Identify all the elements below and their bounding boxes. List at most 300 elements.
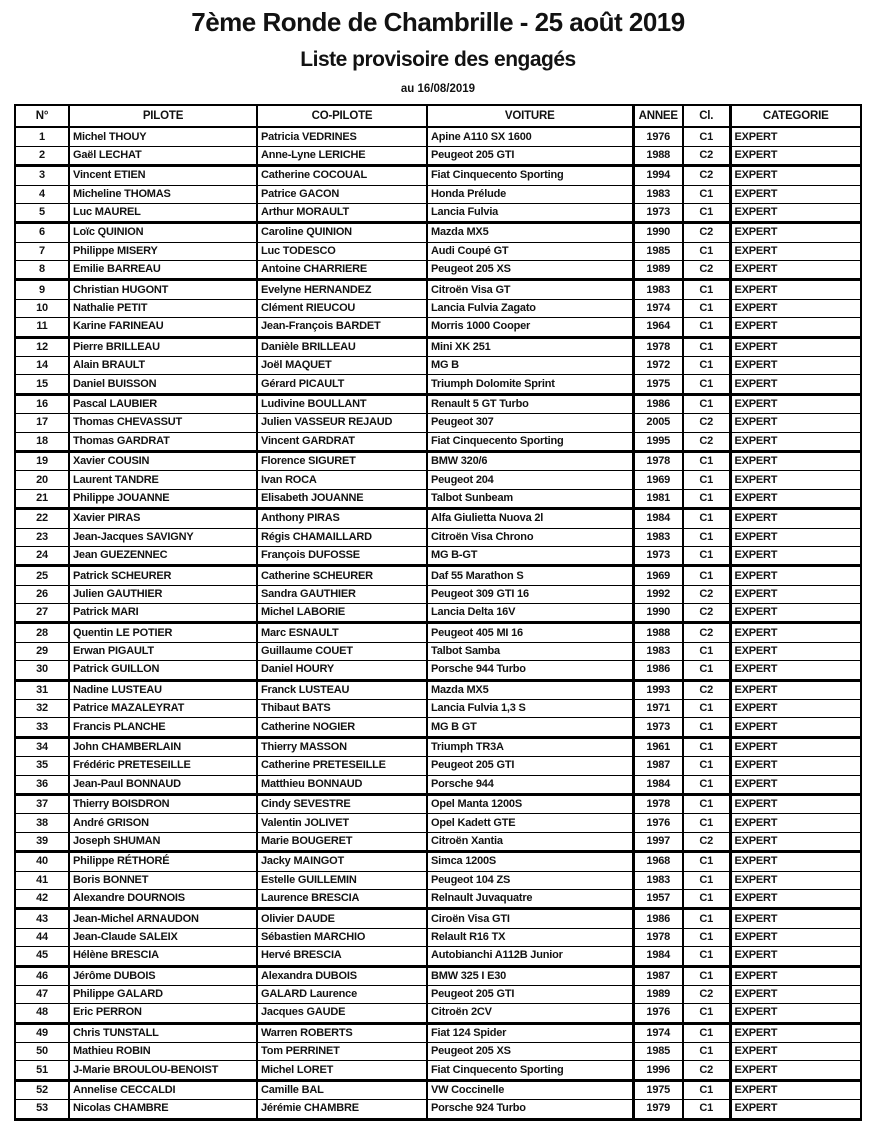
copilote-cell: Hervé BRESCIA xyxy=(257,947,427,966)
pilote-cell: Erwan PIGAULT xyxy=(69,642,257,660)
entry-number-cell: 16 xyxy=(15,394,69,413)
classe-cell: C1 xyxy=(683,185,730,203)
annee-cell: 1964 xyxy=(633,318,683,337)
copilote-cell: Elisabeth JOUANNE xyxy=(257,489,427,508)
classe-cell: C1 xyxy=(683,546,730,565)
classe-cell: C1 xyxy=(683,299,730,317)
categorie-cell: EXPERT xyxy=(730,318,861,337)
annee-cell: 1978 xyxy=(633,928,683,946)
pilote-cell: Thierry BOISDRON xyxy=(69,795,257,814)
annee-cell: 1974 xyxy=(633,299,683,317)
copilote-cell: Vincent GARDRAT xyxy=(257,432,427,451)
pilote-cell: Nathalie PETIT xyxy=(69,299,257,317)
voiture-cell: Peugeot 205 XS xyxy=(427,261,633,280)
categorie-cell: EXPERT xyxy=(730,185,861,203)
entry-number-cell: 40 xyxy=(15,852,69,871)
voiture-cell: Peugeot 405 MI 16 xyxy=(427,623,633,642)
entry-number-cell: 31 xyxy=(15,680,69,699)
entry-number-cell: 4 xyxy=(15,185,69,203)
annee-cell: 1993 xyxy=(633,680,683,699)
classe-cell: C2 xyxy=(683,414,730,432)
copilote-cell: Julien VASSEUR REJAUD xyxy=(257,414,427,432)
pilote-cell: Francis PLANCHE xyxy=(69,718,257,737)
table-row xyxy=(15,1061,861,1080)
copilote-cell: Olivier DAUDE xyxy=(257,909,427,928)
voiture-cell: Peugeot 205 GTI xyxy=(427,146,633,165)
pilote-cell: Michel THOUY xyxy=(69,127,257,146)
classe-cell: C1 xyxy=(683,928,730,946)
entry-number-cell: 48 xyxy=(15,1004,69,1023)
annee-cell: 1996 xyxy=(633,1061,683,1080)
copilote-cell: Catherine NOGIER xyxy=(257,718,427,737)
classe-cell: C1 xyxy=(683,337,730,356)
classe-cell: C1 xyxy=(683,375,730,394)
classe-cell: C1 xyxy=(683,909,730,928)
categorie-cell: EXPERT xyxy=(730,127,861,146)
annee-cell: 1985 xyxy=(633,1043,683,1061)
pilote-cell: Jean-Michel ARNAUDON xyxy=(69,909,257,928)
table-row xyxy=(15,432,861,451)
annee-cell: 1971 xyxy=(633,700,683,718)
voiture-cell: Morris 1000 Cooper xyxy=(427,318,633,337)
classe-cell: C1 xyxy=(683,1100,730,1119)
copilote-cell: Clément RIEUCOU xyxy=(257,299,427,317)
copilote-cell: Matthieu BONNAUD xyxy=(257,775,427,794)
table-row xyxy=(15,280,861,299)
table-row xyxy=(15,357,861,375)
entry-number-cell: 20 xyxy=(15,471,69,489)
classe-cell: C2 xyxy=(683,985,730,1003)
copilote-cell: Laurence BRESCIA xyxy=(257,889,427,908)
copilote-cell: François DUFOSSE xyxy=(257,546,427,565)
pilote-cell: Pascal LAUBIER xyxy=(69,394,257,413)
annee-cell: 1995 xyxy=(633,432,683,451)
voiture-cell: Opel Manta 1200S xyxy=(427,795,633,814)
categorie-cell: EXPERT xyxy=(730,546,861,565)
table-row xyxy=(15,471,861,489)
copilote-cell: Alexandra DUBOIS xyxy=(257,966,427,985)
voiture-cell: Opel Kadett GTE xyxy=(427,814,633,832)
classe-cell: C1 xyxy=(683,203,730,222)
copilote-cell: Franck LUSTEAU xyxy=(257,680,427,699)
annee-cell: 1969 xyxy=(633,471,683,489)
classe-cell: C1 xyxy=(683,642,730,660)
copilote-cell: Jean-François BARDET xyxy=(257,318,427,337)
pilote-cell: Patrice MAZALEYRAT xyxy=(69,700,257,718)
categorie-cell: EXPERT xyxy=(730,661,861,680)
annee-cell: 1968 xyxy=(633,852,683,871)
table-row xyxy=(15,909,861,928)
classe-cell: C2 xyxy=(683,261,730,280)
copilote-cell: Régis CHAMAILLARD xyxy=(257,528,427,546)
categorie-cell: EXPERT xyxy=(730,814,861,832)
voiture-cell: Alfa Giulietta Nuova 2l xyxy=(427,509,633,528)
table-row xyxy=(15,261,861,280)
categorie-cell: EXPERT xyxy=(730,280,861,299)
voiture-cell: MG B GT xyxy=(427,718,633,737)
categorie-cell: EXPERT xyxy=(730,299,861,317)
copilote-cell: Sébastien MARCHIO xyxy=(257,928,427,946)
entry-number-cell: 2 xyxy=(15,146,69,165)
pilote-cell: Xavier COUSIN xyxy=(69,451,257,470)
classe-cell: C1 xyxy=(683,280,730,299)
page-title: 7ème Ronde de Chambrille - 25 août 2019 xyxy=(191,7,685,37)
categorie-cell: EXPERT xyxy=(730,757,861,775)
entry-number-cell: 17 xyxy=(15,414,69,432)
classe-cell: C1 xyxy=(683,451,730,470)
entry-number-cell: 43 xyxy=(15,909,69,928)
classe-cell: C1 xyxy=(683,489,730,508)
table-row xyxy=(15,718,861,737)
voiture-cell: Peugeot 309 GTI 16 xyxy=(427,585,633,603)
annee-cell: 1989 xyxy=(633,985,683,1003)
voiture-cell: Fiat Cinquecento Sporting xyxy=(427,1061,633,1080)
annee-cell: 1961 xyxy=(633,737,683,756)
copilote-cell: Tom PERRINET xyxy=(257,1043,427,1061)
copilote-cell: Camille BAL xyxy=(257,1080,427,1099)
categorie-cell: EXPERT xyxy=(730,203,861,222)
categorie-cell: EXPERT xyxy=(730,680,861,699)
voiture-cell: VW Coccinelle xyxy=(427,1080,633,1099)
entry-number-cell: 51 xyxy=(15,1061,69,1080)
entry-number-cell: 33 xyxy=(15,718,69,737)
copilote-cell: Sandra GAUTHIER xyxy=(257,585,427,603)
classe-cell: C1 xyxy=(683,318,730,337)
categorie-cell: EXPERT xyxy=(730,166,861,185)
table-row xyxy=(15,871,861,889)
classe-cell: C1 xyxy=(683,852,730,871)
entry-number-cell: 30 xyxy=(15,661,69,680)
annee-cell: 1992 xyxy=(633,585,683,603)
categorie-cell: EXPERT xyxy=(730,604,861,623)
pilote-cell: Loïc QUINION xyxy=(69,223,257,242)
categorie-cell: EXPERT xyxy=(730,414,861,432)
annee-cell: 1957 xyxy=(633,889,683,908)
classe-cell: C2 xyxy=(683,585,730,603)
copilote-cell: Jacques GAUDE xyxy=(257,1004,427,1023)
entry-number-cell: 39 xyxy=(15,832,69,851)
copilote-cell: GALARD Laurence xyxy=(257,985,427,1003)
entries-table xyxy=(14,104,862,1120)
voiture-cell: Mazda MX5 xyxy=(427,680,633,699)
pilote-cell: Patrick MARI xyxy=(69,604,257,623)
entry-number-cell: 14 xyxy=(15,357,69,375)
copilote-cell: Thibaut BATS xyxy=(257,700,427,718)
annee-cell: 1994 xyxy=(633,166,683,185)
annee-cell: 1973 xyxy=(633,203,683,222)
annee-cell: 1969 xyxy=(633,566,683,585)
categorie-cell: EXPERT xyxy=(730,1061,861,1080)
pilote-cell: Jean-Claude SALEIX xyxy=(69,928,257,946)
categorie-cell: EXPERT xyxy=(730,623,861,642)
categorie-cell: EXPERT xyxy=(730,394,861,413)
pilote-cell: Philippe MISERY xyxy=(69,242,257,260)
table-row xyxy=(15,166,861,185)
categorie-cell: EXPERT xyxy=(730,1004,861,1023)
categorie-cell: EXPERT xyxy=(730,261,861,280)
entry-number-cell: 52 xyxy=(15,1080,69,1099)
table-row xyxy=(15,146,861,165)
col-header-classe: Cl. xyxy=(683,105,730,127)
table-row xyxy=(15,604,861,623)
annee-cell: 1986 xyxy=(633,394,683,413)
voiture-cell: Renault 5 GT Turbo xyxy=(427,394,633,413)
classe-cell: C1 xyxy=(683,1023,730,1042)
categorie-cell: EXPERT xyxy=(730,585,861,603)
copilote-cell: Antoine CHARRIERE xyxy=(257,261,427,280)
annee-cell: 1983 xyxy=(633,280,683,299)
pilote-cell: Luc MAUREL xyxy=(69,203,257,222)
annee-cell: 1978 xyxy=(633,337,683,356)
voiture-cell: Triumph Dolomite Sprint xyxy=(427,375,633,394)
annee-cell: 1976 xyxy=(633,814,683,832)
classe-cell: C1 xyxy=(683,566,730,585)
table-row xyxy=(15,1043,861,1061)
annee-cell: 1978 xyxy=(633,795,683,814)
classe-cell: C1 xyxy=(683,1004,730,1023)
classe-cell: C1 xyxy=(683,814,730,832)
categorie-cell: EXPERT xyxy=(730,737,861,756)
table-row xyxy=(15,546,861,565)
annee-cell: 1975 xyxy=(633,375,683,394)
voiture-cell: MG B-GT xyxy=(427,546,633,565)
table-row xyxy=(15,375,861,394)
entry-number-cell: 9 xyxy=(15,280,69,299)
categorie-cell: EXPERT xyxy=(730,642,861,660)
categorie-cell: EXPERT xyxy=(730,985,861,1003)
voiture-cell: Mazda MX5 xyxy=(427,223,633,242)
voiture-cell: MG B xyxy=(427,357,633,375)
table-row xyxy=(15,299,861,317)
categorie-cell: EXPERT xyxy=(730,795,861,814)
categorie-cell: EXPERT xyxy=(730,223,861,242)
annee-cell: 1983 xyxy=(633,185,683,203)
copilote-cell: Jacky MAINGOT xyxy=(257,852,427,871)
pilote-cell: Karine FARINEAU xyxy=(69,318,257,337)
entry-number-cell: 10 xyxy=(15,299,69,317)
entry-number-cell: 26 xyxy=(15,585,69,603)
pilote-cell: Patrick SCHEURER xyxy=(69,566,257,585)
col-header-copilote: CO-PILOTE xyxy=(257,105,427,127)
categorie-cell: EXPERT xyxy=(730,871,861,889)
table-header xyxy=(15,105,861,127)
entry-number-cell: 28 xyxy=(15,623,69,642)
pilote-cell: Quentin LE POTIER xyxy=(69,623,257,642)
categorie-cell: EXPERT xyxy=(730,1080,861,1099)
table-row xyxy=(15,528,861,546)
copilote-cell: Daniel HOURY xyxy=(257,661,427,680)
pilote-cell: Emilie BARREAU xyxy=(69,261,257,280)
entry-number-cell: 44 xyxy=(15,928,69,946)
pilote-cell: Boris BONNET xyxy=(69,871,257,889)
copilote-cell: Catherine PRETESEILLE xyxy=(257,757,427,775)
table-row xyxy=(15,1100,861,1119)
table-row xyxy=(15,623,861,642)
col-header-annee: ANNEE xyxy=(633,105,683,127)
classe-cell: C2 xyxy=(683,680,730,699)
table-row xyxy=(15,832,861,851)
copilote-cell: Jérémie CHAMBRE xyxy=(257,1100,427,1119)
annee-cell: 1986 xyxy=(633,909,683,928)
annee-cell: 1984 xyxy=(633,947,683,966)
entry-number-cell: 46 xyxy=(15,966,69,985)
classe-cell: C1 xyxy=(683,795,730,814)
copilote-cell: Patricia VEDRINES xyxy=(257,127,427,146)
pilote-cell: Philippe JOUANNE xyxy=(69,489,257,508)
pilote-cell: Nadine LUSTEAU xyxy=(69,680,257,699)
classe-cell: C1 xyxy=(683,757,730,775)
classe-cell: C1 xyxy=(683,871,730,889)
copilote-cell: Catherine SCHEURER xyxy=(257,566,427,585)
classe-cell: C1 xyxy=(683,394,730,413)
categorie-cell: EXPERT xyxy=(730,832,861,851)
classe-cell: C2 xyxy=(683,166,730,185)
copilote-cell: Joël MAQUET xyxy=(257,357,427,375)
pilote-cell: Mathieu ROBIN xyxy=(69,1043,257,1061)
classe-cell: C1 xyxy=(683,1043,730,1061)
annee-cell: 2005 xyxy=(633,414,683,432)
entry-number-cell: 50 xyxy=(15,1043,69,1061)
entry-number-cell: 37 xyxy=(15,795,69,814)
table-row xyxy=(15,127,861,146)
copilote-cell: Patrice GACON xyxy=(257,185,427,203)
annee-cell: 1973 xyxy=(633,718,683,737)
classe-cell: C1 xyxy=(683,509,730,528)
voiture-cell: Relnault Juvaquatre xyxy=(427,889,633,908)
annee-cell: 1976 xyxy=(633,127,683,146)
categorie-cell: EXPERT xyxy=(730,1043,861,1061)
classe-cell: C1 xyxy=(683,889,730,908)
table-row xyxy=(15,661,861,680)
table-row xyxy=(15,985,861,1003)
categorie-cell: EXPERT xyxy=(730,889,861,908)
pilote-cell: Philippe GALARD xyxy=(69,985,257,1003)
categorie-cell: EXPERT xyxy=(730,1023,861,1042)
pilote-cell: Thomas GARDRAT xyxy=(69,432,257,451)
categorie-cell: EXPERT xyxy=(730,375,861,394)
voiture-cell: Fiat 124 Spider xyxy=(427,1023,633,1042)
copilote-cell: Anthony PIRAS xyxy=(257,509,427,528)
categorie-cell: EXPERT xyxy=(730,928,861,946)
annee-cell: 1988 xyxy=(633,146,683,165)
pilote-cell: Gaël LECHAT xyxy=(69,146,257,165)
entry-number-cell: 53 xyxy=(15,1100,69,1119)
entry-number-cell: 38 xyxy=(15,814,69,832)
entry-number-cell: 47 xyxy=(15,985,69,1003)
copilote-cell: Cindy SEVESTRE xyxy=(257,795,427,814)
voiture-cell: Audi Coupé GT xyxy=(427,242,633,260)
pilote-cell: Jean-Paul BONNAUD xyxy=(69,775,257,794)
pilote-cell: Alexandre DOURNOIS xyxy=(69,889,257,908)
annee-cell: 1990 xyxy=(633,223,683,242)
copilote-cell: Michel LORET xyxy=(257,1061,427,1080)
table-row xyxy=(15,242,861,260)
date-note: au 16/08/2019 xyxy=(400,82,476,95)
classe-cell: C1 xyxy=(683,718,730,737)
table-row xyxy=(15,737,861,756)
annee-cell: 1974 xyxy=(633,1023,683,1042)
copilote-cell: Ivan ROCA xyxy=(257,471,427,489)
classe-cell: C1 xyxy=(683,1080,730,1099)
voiture-cell: Talbot Samba xyxy=(427,642,633,660)
annee-cell: 1976 xyxy=(633,1004,683,1023)
table-row xyxy=(15,642,861,660)
table-row xyxy=(15,489,861,508)
classe-cell: C1 xyxy=(683,966,730,985)
entry-number-cell: 42 xyxy=(15,889,69,908)
copilote-cell: Anne-Lyne LERICHE xyxy=(257,146,427,165)
voiture-cell: Porsche 924 Turbo xyxy=(427,1100,633,1119)
entry-number-cell: 3 xyxy=(15,166,69,185)
categorie-cell: EXPERT xyxy=(730,471,861,489)
categorie-cell: EXPERT xyxy=(730,242,861,260)
table-row xyxy=(15,814,861,832)
table-row xyxy=(15,451,861,470)
categorie-cell: EXPERT xyxy=(730,509,861,528)
table-row xyxy=(15,680,861,699)
table-row xyxy=(15,1023,861,1042)
table-row xyxy=(15,509,861,528)
pilote-cell: Vincent ETIEN xyxy=(69,166,257,185)
page-subtitle: Liste provisoire des engagés xyxy=(300,47,576,71)
classe-cell: C1 xyxy=(683,357,730,375)
categorie-cell: EXPERT xyxy=(730,947,861,966)
categorie-cell: EXPERT xyxy=(730,432,861,451)
classe-cell: C2 xyxy=(683,604,730,623)
categorie-cell: EXPERT xyxy=(730,852,861,871)
table-row xyxy=(15,852,861,871)
annee-cell: 1983 xyxy=(633,528,683,546)
classe-cell: C1 xyxy=(683,775,730,794)
pilote-cell: Thomas CHEVASSUT xyxy=(69,414,257,432)
entry-number-cell: 34 xyxy=(15,737,69,756)
pilote-cell: Patrick GUILLON xyxy=(69,661,257,680)
entry-number-cell: 29 xyxy=(15,642,69,660)
copilote-cell: Marie BOUGERET xyxy=(257,832,427,851)
annee-cell: 1990 xyxy=(633,604,683,623)
col-header-pilote: PILOTE xyxy=(69,105,257,127)
copilote-cell: Marc ESNAULT xyxy=(257,623,427,642)
voiture-cell: Relault R16 TX xyxy=(427,928,633,946)
voiture-cell: Honda Prélude xyxy=(427,185,633,203)
voiture-cell: Fiat Cinquecento Sporting xyxy=(427,166,633,185)
categorie-cell: EXPERT xyxy=(730,566,861,585)
copilote-cell: Evelyne HERNANDEZ xyxy=(257,280,427,299)
copilote-cell: Arthur MORAULT xyxy=(257,203,427,222)
classe-cell: C2 xyxy=(683,223,730,242)
entry-number-cell: 22 xyxy=(15,509,69,528)
table-row xyxy=(15,394,861,413)
voiture-cell: Autobianchi A112B Junior xyxy=(427,947,633,966)
voiture-cell: Ciroën Visa GTI xyxy=(427,909,633,928)
voiture-cell: Peugeot 104 ZS xyxy=(427,871,633,889)
voiture-cell: Peugeot 205 XS xyxy=(427,1043,633,1061)
categorie-cell: EXPERT xyxy=(730,357,861,375)
voiture-cell: Daf 55 Marathon S xyxy=(427,566,633,585)
entry-number-cell: 27 xyxy=(15,604,69,623)
pilote-cell: Jérôme DUBOIS xyxy=(69,966,257,985)
copilote-cell: Florence SIGURET xyxy=(257,451,427,470)
annee-cell: 1973 xyxy=(633,546,683,565)
entry-number-cell: 1 xyxy=(15,127,69,146)
entry-number-cell: 23 xyxy=(15,528,69,546)
entry-number-cell: 21 xyxy=(15,489,69,508)
entry-number-cell: 15 xyxy=(15,375,69,394)
table-row xyxy=(15,775,861,794)
voiture-cell: Citroën 2CV xyxy=(427,1004,633,1023)
pilote-cell: Laurent TANDRE xyxy=(69,471,257,489)
table-row xyxy=(15,318,861,337)
